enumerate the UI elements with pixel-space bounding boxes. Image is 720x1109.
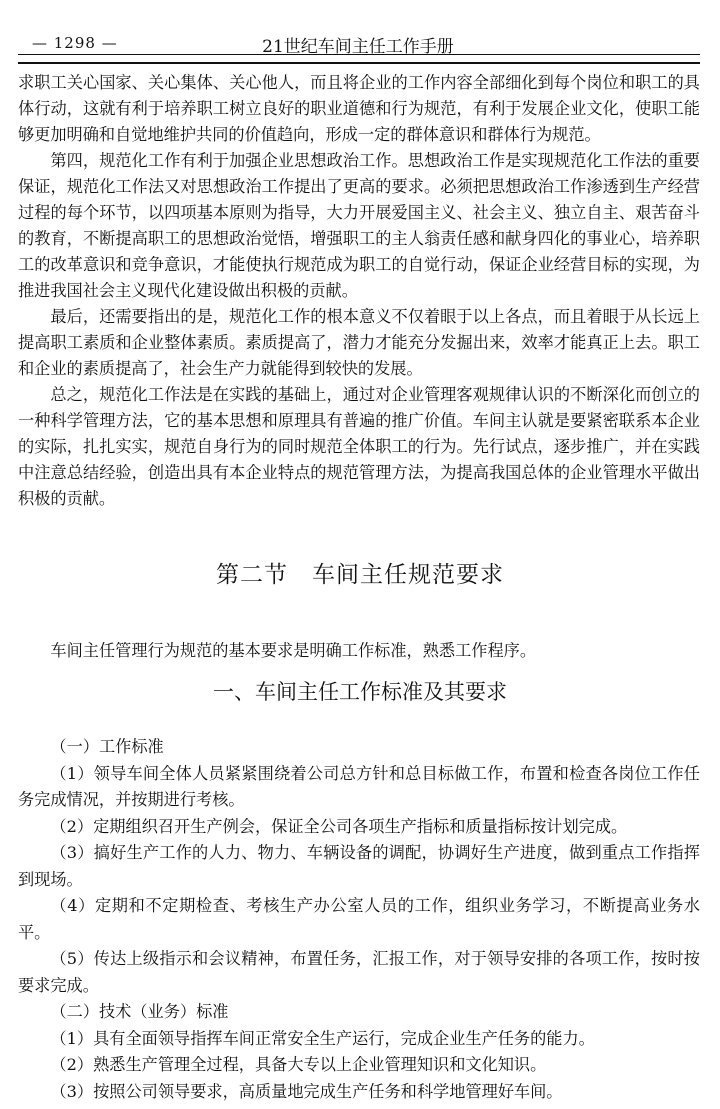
list-item: （5）传达上级指示和会议精神，布置任务，汇报工作，对于领导安排的各项工作，按时按要求完成。 bbox=[18, 949, 700, 995]
list-heading: （二）技术（业务）标准 bbox=[50, 1002, 229, 1021]
standards-list bbox=[18, 734, 700, 1105]
body-paragraph: 求职工关心国家、关心集体、关心他人，而且将企业的工作内容全部细化到每个岗位和职工的具体行动，这就有利于培养职工树立良好的职业道德和行为规范，有利于发展企业文化，使职工能够更加明确和自觉地维护共同的价值趋向，形成一定的群体意识和群体行为规范。 bbox=[18, 73, 700, 144]
page-number: — 1298 — bbox=[32, 34, 118, 52]
list-item: （1）具有全面领导指挥车间正常安全生产运行，完成企业生产任务的能力。 bbox=[50, 1028, 595, 1048]
body-paragraph: 总之，规范化工作法是在实践的基础上，通过对企业管理客观规律认识的不断深化而创立的一种科学管理方法，它的基本思想和原理具有普遍的推广价值。车间主认就是要紧密联系本企业的实际，扎扎实实，规范自身行为的同时规范全体职工的行为。先行试点，逐步推广，并在实践中注意总结经验，创造出具有本企业特点的规范管理方法，为提高我国总体的企业管理水平做出积极的贡献。 bbox=[18, 385, 700, 508]
list-item: （2）定期组织召开生产例会，保证全公司各项生产指标和质量指标按计划完成。 bbox=[50, 816, 628, 836]
header-double-rule bbox=[18, 54, 700, 64]
subsection-title: 一、车间主任工作标准及其要求 bbox=[213, 680, 507, 704]
section-title: 第二节 车间主任规范要求 bbox=[216, 562, 504, 588]
list-item: （1）领导车间全体人员紧紧围绕着公司总方针和总目标做工作，布置和检查各岗位工作任务完成情况，并按期进行考核。 bbox=[18, 763, 700, 809]
list-heading: （一）工作标准 bbox=[50, 737, 164, 756]
list-item: （3）按照公司领导要求，高质量地完成生产任务和科学地管理好车间。 bbox=[50, 1081, 563, 1101]
book-title: 21世纪车间主任工作手册 bbox=[262, 37, 454, 57]
list-item: （4）定期和不定期检查、考核生产办公室人员的工作，组织业务学习，不断提高业务水平。 bbox=[18, 896, 700, 942]
section-intro: 车间主任管理行为规范的基本要求是明确工作标准，熟悉工作程序。 bbox=[50, 641, 537, 661]
body-paragraph: 最后，还需要指出的是，规范化工作的根本意义不仅着眼于以上各点，而且着眼于从长远上提高职工素质和企业整体素质。素质提高了，潜力才能充分发掘出来，效率才能真正上去。职工和企业的素质提高了，社会生产力就能得到较快的发展。 bbox=[18, 307, 700, 378]
list-item: （3）搞好生产工作的人力、物力、车辆设备的调配，协调好生产进度，做到重点工作指挥到现场。 bbox=[18, 843, 700, 889]
body-text bbox=[18, 70, 700, 512]
body-paragraph: 第四，规范化工作有利于加强企业思想政治工作。思想政治工作是实现规范化工作法的重要保证，规范化工作法又对思想政治工作提出了更高的要求。必须把思想政治工作渗透到生产经营过程的每个环节，以四项基本原则为指导，大力开展爱国主义、社会主义、独立自主、艰苦奋斗的教育，不断提高职工的思想政治觉悟，增强职工的主人翁责任感和献身四化的事业心，培养职工的改革意识和竞争意识，才能使执行规范成为职工的自觉行动，保证企业经营目标的实现，为推进我国社会主义现代化建设做出积极的贡献。 bbox=[18, 151, 700, 300]
running-header bbox=[18, 30, 698, 57]
list-item: （2）熟悉生产管理全过程，具备大专以上企业管理知识和文化知识。 bbox=[50, 1055, 547, 1074]
